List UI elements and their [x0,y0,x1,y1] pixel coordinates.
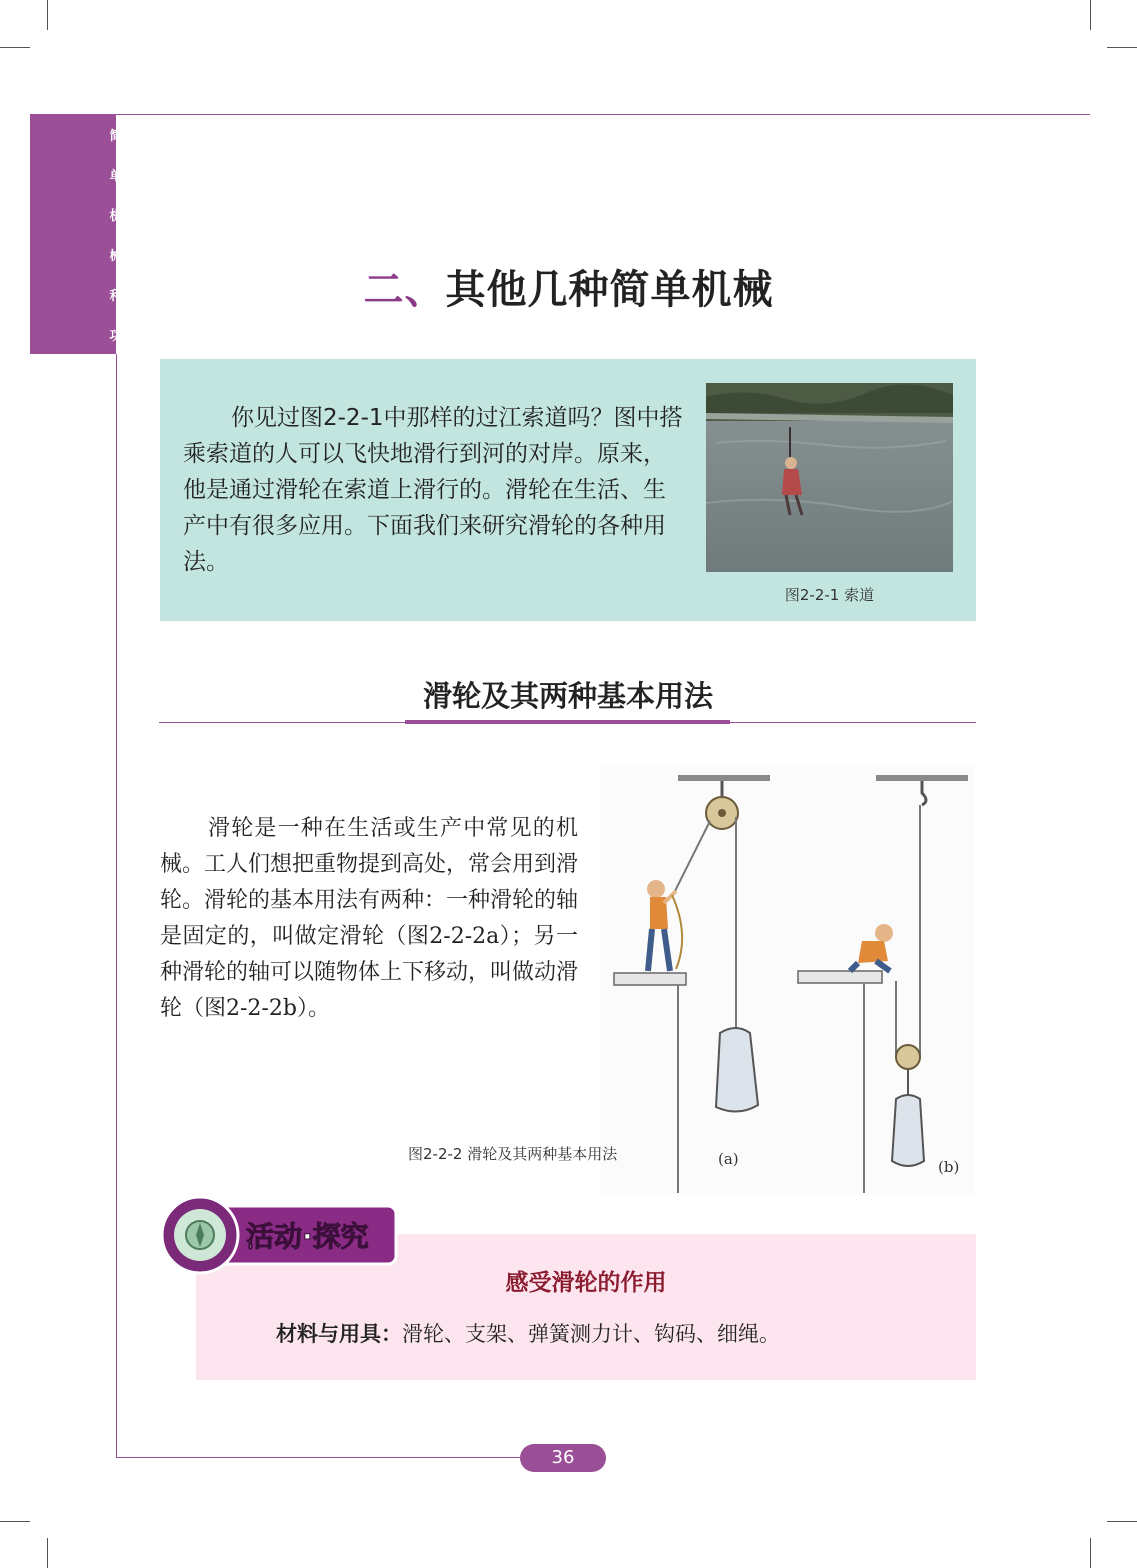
page-title [0,258,1137,315]
side-tab-char: 和 [109,289,123,304]
title-text: 其他几种简单机械 [445,267,774,313]
activity-materials [276,1318,780,1348]
title-number: 二、 [363,267,446,313]
ropeway-photo [706,383,953,572]
crop-mark [1090,0,1091,30]
crop-mark [1090,1538,1091,1568]
crop-mark [1107,47,1137,48]
figure-caption: 图2-2-1 索道 [784,586,875,604]
crop-mark [47,1538,48,1568]
heading-underline-bar [405,720,730,724]
side-tab-char: 械 [109,249,123,264]
page-number: 36 [520,1444,606,1472]
side-tab-char: 功 [109,329,123,344]
materials-label: 材料与用具： [276,1322,402,1346]
chapter-side-tab [30,114,123,354]
pulley-illustration [600,765,975,1195]
activity-title: 感受滑轮的作用 [505,1270,667,1296]
page-frame-left [116,354,117,1457]
crop-mark [1107,1521,1137,1522]
side-tab-char: 简 [109,129,123,144]
figure-caption: 图2-2-2 滑轮及其两种基本用法 [408,1145,618,1163]
side-tab-char: 单 [109,169,123,184]
crop-mark [0,1521,30,1522]
crop-mark [0,47,30,48]
materials-list: 滑轮、支架、弹簧测力计、钩码、细绳。 [402,1322,780,1346]
intro-paragraph: 你见过图2-2-1中那样的过江索道吗？图中搭乘索道的人可以飞快地滑行到河的对岸。原来，他是通过滑轮在索道上滑行的。滑轮在生活、生产中有很多应用。下面我们来研究滑轮的各种用法。 [183,405,683,575]
body-paragraph: 滑轮是一种在生活或生产中常见的机械。工人们想把重物提到高处，常会用到滑轮。滑轮的基本用法有两种：一种滑轮的轴是固定的，叫做定滑轮（图2-2-2a）；另一种滑轮的轴可以随物体上下移动，叫做动滑轮（图2-2-2b）。 [160,816,579,1021]
crop-mark [47,0,48,30]
side-tab-char: 机 [109,209,123,224]
figure-label-b: (b) [938,1158,960,1176]
page-frame-top [116,114,1090,115]
figure-label-a: (a) [718,1150,739,1168]
section-heading: 滑轮及其两种基本用法 [422,679,713,713]
activity-badge-label: 活动·探究 [246,1220,369,1253]
